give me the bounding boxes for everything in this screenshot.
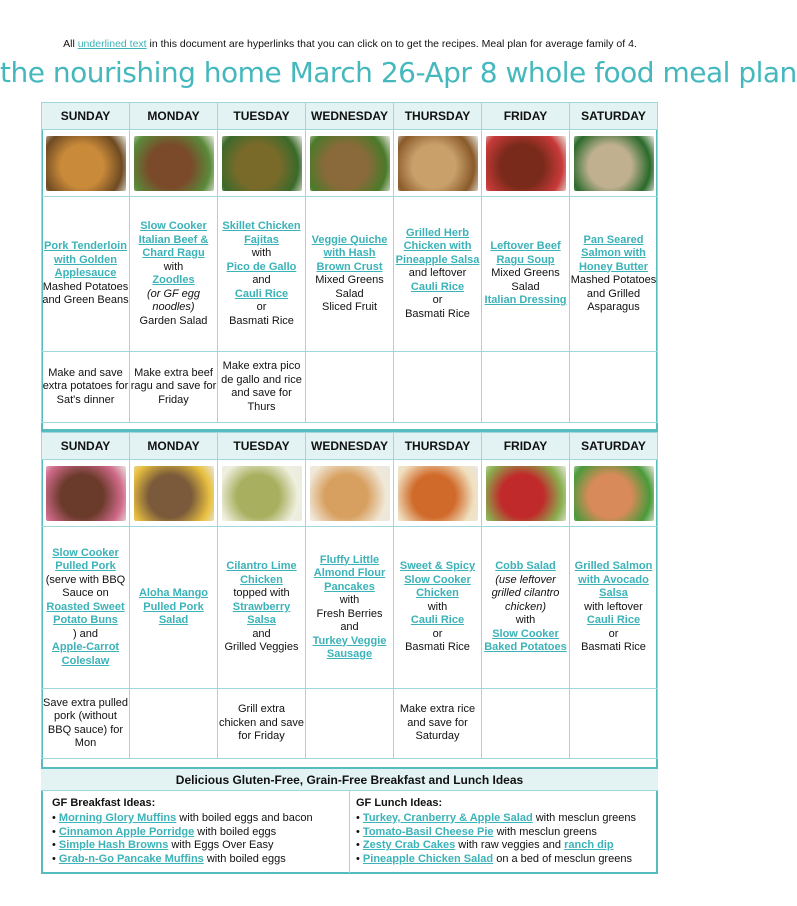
idea-recipe-link[interactable]: ranch dip xyxy=(564,839,614,852)
meal-text: ) and xyxy=(72,627,99,640)
meal-cell-friday xyxy=(482,527,570,689)
bullet: • xyxy=(356,811,363,824)
idea-item xyxy=(356,826,636,840)
day-header-wednesday: WEDNESDAY xyxy=(306,103,394,130)
prep-note xyxy=(306,689,394,759)
idea-recipe-link[interactable]: Tomato-Basil Cheese Pie xyxy=(362,825,494,838)
meal-text: Basmati Rice xyxy=(581,641,646,654)
meal-cell-monday xyxy=(130,527,218,689)
week-2-table xyxy=(41,432,658,759)
page-title: the nourishing home March 26-Apr 8 whole food meal plan xyxy=(0,56,797,89)
week-1-notes xyxy=(42,352,658,423)
meal-cell-monday xyxy=(130,197,218,352)
idea-item xyxy=(52,812,313,826)
meal-text: with xyxy=(339,594,360,606)
prep-note: Grill extra chicken and save for Friday xyxy=(218,689,306,759)
intro-prefix: All xyxy=(63,38,78,50)
breakfast-ideas-list xyxy=(52,812,313,867)
week-2-day-headers xyxy=(42,433,658,460)
recipe-link[interactable]: Turkey Veggie Sausage xyxy=(312,634,387,660)
meal-text: or xyxy=(432,294,443,307)
recipe-link[interactable]: Cauli Rice xyxy=(234,287,289,300)
idea-item xyxy=(52,826,313,840)
meal-photo[interactable] xyxy=(134,136,214,191)
day-header-tuesday: TUESDAY xyxy=(218,103,306,130)
idea-text: with boiled eggs xyxy=(194,825,277,838)
idea-item xyxy=(356,839,636,853)
meal-text: Mixed Greens Salad xyxy=(315,274,384,300)
photo-cell xyxy=(482,130,570,197)
lunch-ideas-title: GF Lunch Ideas: xyxy=(356,797,443,809)
meal-photo[interactable] xyxy=(46,136,126,191)
recipe-link[interactable]: Cobb Salad xyxy=(495,560,556,573)
day-header-saturday: SATURDAY xyxy=(570,433,658,460)
meal-cell-wednesday xyxy=(306,527,394,689)
idea-item xyxy=(52,839,313,853)
idea-recipe-link[interactable]: Turkey, Cranberry & Apple Salad xyxy=(362,811,533,824)
idea-text: with boiled eggs xyxy=(203,853,286,866)
recipe-link[interactable]: Slow Cooker Pulled Pork xyxy=(52,546,119,573)
lunch-ideas xyxy=(356,797,636,867)
idea-recipe-link[interactable]: Cinnamon Apple Porridge xyxy=(58,825,195,838)
idea-text: with Eggs Over Easy xyxy=(168,839,274,852)
idea-recipe-link[interactable]: Morning Glory Muffins xyxy=(58,811,177,824)
meal-text: with xyxy=(163,260,184,273)
meal-text: Sliced Fruit xyxy=(321,301,378,313)
week-2-meals xyxy=(42,527,658,689)
recipe-link[interactable]: Zoodles xyxy=(152,274,195,286)
prep-note xyxy=(570,689,658,759)
meal-text: Basmati Rice xyxy=(229,314,294,327)
day-header-friday: FRIDAY xyxy=(482,433,570,460)
ideas-heading: Delicious Gluten-Free, Grain-Free Breakfast and Lunch Ideas xyxy=(41,767,658,791)
photo-cell xyxy=(130,460,218,527)
week-1-table xyxy=(41,102,658,423)
meal-photo[interactable] xyxy=(398,466,478,521)
bullet: • xyxy=(356,825,363,838)
day-header-wednesday: WEDNESDAY xyxy=(306,433,394,460)
meal-cell-saturday xyxy=(570,527,658,689)
recipe-link[interactable]: Apple-Carrot Coleslaw xyxy=(51,641,120,667)
idea-text: with mesclun greens xyxy=(493,825,597,838)
recipe-link[interactable]: Pork Tenderloin with Golden Applesauce xyxy=(44,240,127,280)
meal-text: Basmati Rice xyxy=(405,641,470,654)
prep-note xyxy=(306,352,394,423)
recipe-link[interactable]: Veggie Quiche with Hash Brown Crust xyxy=(311,233,388,273)
photo-cell xyxy=(306,130,394,197)
prep-note xyxy=(482,352,570,423)
recipe-link[interactable]: Sweet & Spicy Slow Cooker Chicken xyxy=(399,560,476,600)
prep-note xyxy=(394,352,482,423)
meal-text: with xyxy=(515,614,536,627)
recipe-link[interactable]: Strawberry Salsa xyxy=(232,600,291,627)
meal-photo[interactable] xyxy=(486,136,566,191)
day-header-thursday: THURSDAY xyxy=(394,103,482,130)
photo-cell xyxy=(394,460,482,527)
photo-cell xyxy=(306,460,394,527)
meal-cell-tuesday xyxy=(218,197,306,352)
bullet: • xyxy=(356,839,363,852)
meal-text: Mixed Greens Salad xyxy=(491,267,560,293)
meal-cell-friday xyxy=(482,197,570,352)
recipe-link[interactable]: Leftover Beef Ragu Soup xyxy=(490,240,561,266)
recipe-link[interactable]: Cilantro Lime Chicken xyxy=(226,560,297,586)
breakfast-ideas xyxy=(52,797,313,867)
meal-text: Fresh Berries xyxy=(316,607,383,620)
meal-cell-wednesday xyxy=(306,197,394,352)
photo-cell xyxy=(482,460,570,527)
idea-text: with boiled eggs and bacon xyxy=(176,811,313,824)
photo-cell xyxy=(42,460,130,527)
day-header-tuesday: TUESDAY xyxy=(218,433,306,460)
meal-text: and leftover xyxy=(408,267,467,280)
meal-text: or xyxy=(432,627,443,640)
meal-text: Garden Salad xyxy=(139,314,208,327)
idea-text: with raw veggies and xyxy=(455,839,565,852)
meal-cell-sunday xyxy=(42,527,130,689)
recipe-link[interactable]: Slow Cooker Italian Beef & Chard Ragu xyxy=(138,220,209,259)
meal-text: and xyxy=(340,621,359,633)
bullet: • xyxy=(52,839,59,852)
meal-text: (use leftover grilled cilantro chicken) xyxy=(491,573,560,613)
recipe-link[interactable]: Aloha Mango Pulled Pork Salad xyxy=(138,587,209,627)
idea-recipe-link[interactable]: Simple Hash Browns xyxy=(58,839,169,852)
photo-cell xyxy=(130,130,218,197)
meal-text: and xyxy=(252,274,271,286)
day-header-monday: MONDAY xyxy=(130,103,218,130)
recipe-link[interactable]: Cauli Rice xyxy=(410,614,465,627)
breakfast-ideas-title: GF Breakfast Ideas: xyxy=(52,797,156,809)
week-2-notes xyxy=(42,689,658,759)
meal-photo[interactable] xyxy=(486,466,566,521)
idea-item xyxy=(356,812,636,826)
prep-note xyxy=(130,689,218,759)
meal-photo[interactable] xyxy=(574,136,654,191)
meal-text: or xyxy=(608,627,619,640)
day-header-thursday: THURSDAY xyxy=(394,433,482,460)
idea-text: on a bed of mesclun greens xyxy=(493,853,632,866)
photo-cell xyxy=(218,460,306,527)
meal-text: Grilled Veggies xyxy=(224,641,299,654)
recipe-link[interactable]: Pico de Gallo xyxy=(226,260,297,273)
idea-item xyxy=(52,853,313,867)
prep-note xyxy=(482,689,570,759)
recipe-link[interactable]: Grilled Herb Chicken with Pineapple Salsa xyxy=(395,226,480,266)
meal-photo[interactable] xyxy=(310,466,390,521)
day-header-sunday: SUNDAY xyxy=(42,103,130,130)
idea-recipe-link[interactable]: Pineapple Chicken Salad xyxy=(362,853,494,866)
idea-recipe-link[interactable]: Zesty Crab Cakes xyxy=(362,839,456,852)
meal-text: Mashed Potatoes and Grilled Asparagus xyxy=(570,274,657,313)
idea-item xyxy=(356,853,636,867)
recipe-link[interactable]: Grilled Salmon with Avocado Salsa xyxy=(574,560,653,600)
meal-photo[interactable] xyxy=(574,466,654,521)
meal-photo[interactable] xyxy=(46,466,126,521)
meal-photo[interactable] xyxy=(222,136,302,191)
day-header-sunday: SUNDAY xyxy=(42,433,130,460)
meal-text: Mashed Potatoes and Green Beans xyxy=(42,280,129,307)
meal-cell-thursday xyxy=(394,527,482,689)
meal-text: with xyxy=(251,247,272,259)
recipe-link[interactable]: Cauli Rice xyxy=(410,280,465,293)
week-1-day-headers xyxy=(42,103,658,130)
recipe-link[interactable]: Slow Cooker Baked Potatoes xyxy=(484,627,567,654)
idea-text: with mesclun greens xyxy=(532,811,636,824)
bullet: • xyxy=(356,853,363,866)
prep-note: Make and save extra potatoes for Sat's dinner xyxy=(42,352,130,423)
meal-text: topped with xyxy=(233,587,290,600)
meal-text: (or GF egg noodles) xyxy=(147,287,200,313)
meal-text: with xyxy=(427,600,448,613)
bullet: • xyxy=(52,811,59,824)
meal-photo[interactable] xyxy=(134,466,214,521)
day-header-saturday: SATURDAY xyxy=(570,103,658,130)
photo-cell xyxy=(570,460,658,527)
prep-note: Make extra pico de gallo and rice and save for Thurs xyxy=(218,352,306,423)
ideas-divider xyxy=(349,791,350,873)
meal-text: with leftover xyxy=(584,600,643,613)
meal-photo[interactable] xyxy=(222,466,302,521)
bullet: • xyxy=(52,825,59,838)
meal-photo[interactable] xyxy=(398,136,478,191)
week-2-photos xyxy=(42,460,658,527)
meal-text: or xyxy=(256,301,267,313)
meal-cell-sunday xyxy=(42,197,130,352)
prep-note: Make extra beef ragu and save for Friday xyxy=(130,352,218,423)
day-header-monday: MONDAY xyxy=(130,433,218,460)
recipe-link[interactable]: Fluffy Little Almond Flour Pancakes xyxy=(313,553,386,593)
meal-text: Basmati Rice xyxy=(405,307,470,320)
day-header-friday: FRIDAY xyxy=(482,103,570,130)
meal-photo[interactable] xyxy=(310,136,390,191)
intro-suffix: in this document are hyperlinks that you can click on to get the recipes. Meal plan for average family of 4. xyxy=(146,38,637,50)
meal-text: and xyxy=(252,627,271,640)
photo-cell xyxy=(570,130,658,197)
photo-cell xyxy=(394,130,482,197)
photo-cell xyxy=(218,130,306,197)
recipe-link[interactable]: Skillet Chicken Fajitas xyxy=(222,220,301,246)
week-1-meals xyxy=(42,197,658,352)
meal-cell-tuesday xyxy=(218,527,306,689)
lunch-ideas-list xyxy=(356,812,636,867)
recipe-link[interactable]: Italian Dressing xyxy=(484,294,567,307)
photo-cell xyxy=(42,130,130,197)
intro-note xyxy=(0,38,700,50)
meal-text: (serve with BBQ Sauce on xyxy=(45,573,126,600)
meal-cell-saturday xyxy=(570,197,658,352)
meal-cell-thursday xyxy=(394,197,482,352)
bullet: • xyxy=(52,853,59,866)
week-1-photos xyxy=(42,130,658,197)
prep-note: Save extra pulled pork (without BBQ sauce) for Mon xyxy=(42,689,130,759)
prep-note: Make extra rice and save for Saturday xyxy=(394,689,482,759)
recipe-link[interactable]: Roasted Sweet Potato Buns xyxy=(46,600,125,627)
idea-recipe-link[interactable]: Grab-n-Go Pancake Muffins xyxy=(58,853,204,866)
prep-note xyxy=(570,352,658,423)
recipe-link[interactable]: Pan Seared Salmon with Honey Butter xyxy=(578,233,649,273)
recipe-link[interactable]: Cauli Rice xyxy=(586,614,641,627)
intro-underlined-link[interactable]: underlined text xyxy=(77,38,147,50)
